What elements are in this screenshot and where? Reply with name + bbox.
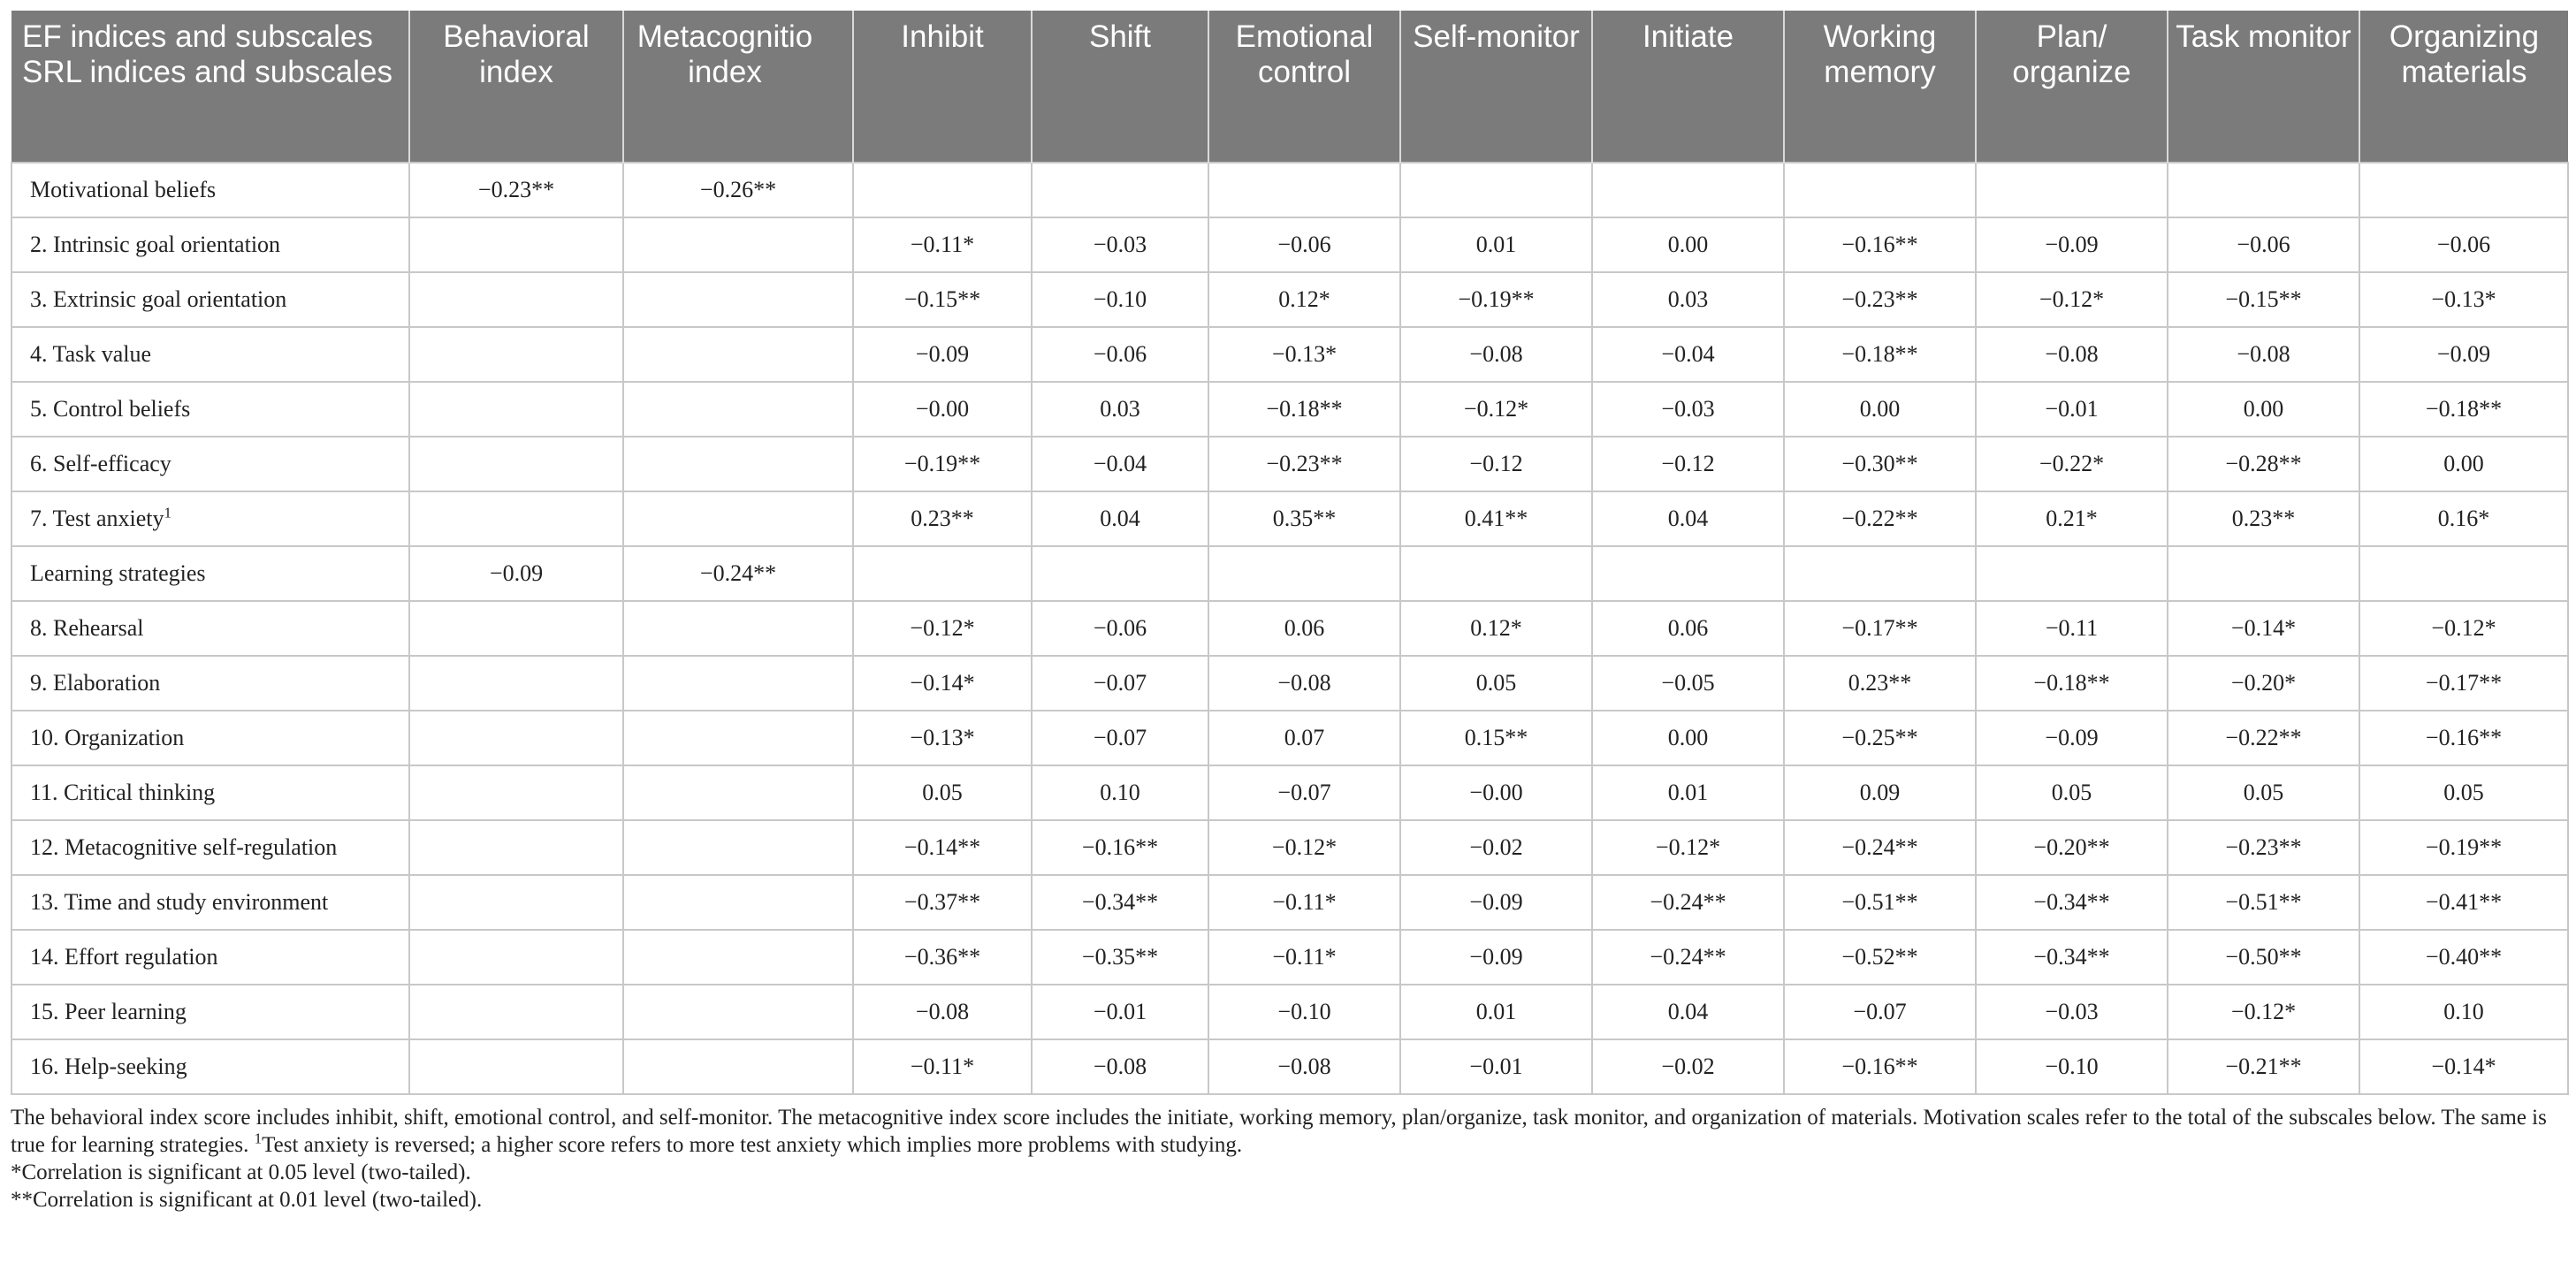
table-notes [11,1104,2567,1214]
row-label [11,875,409,930]
table-cell: −0.11* [1208,875,1400,930]
table-cell [623,437,853,491]
row-label [11,437,409,491]
row-label [11,930,409,985]
table-cell: 0.16* [2359,491,2568,546]
table-cell: 0.03 [1592,272,1784,327]
table-cell: 0.05 [2359,765,2568,820]
table-cell: −0.03 [1592,382,1784,437]
table-cell [623,765,853,820]
table-cell: −0.08 [2168,327,2359,382]
table-row [11,711,2568,765]
table-cell [409,985,623,1039]
table-cell: −0.12* [853,601,1032,656]
table-cell [623,601,853,656]
table-cell: −0.24** [1784,820,1976,875]
table-cell [409,272,623,327]
table-cell: −0.08 [853,985,1032,1039]
row-label-text: 9. Elaboration [30,670,161,696]
table-cell: 0.12* [1208,272,1400,327]
table-cell: −0.37** [853,875,1032,930]
table-cell [623,1039,853,1094]
column-header: Self-monitor [1400,11,1592,163]
table-cell: −0.09 [1976,217,2168,272]
table-cell: −0.07 [1784,985,1976,1039]
correlation-table [11,11,2569,1095]
table-cell: −0.06 [1208,217,1400,272]
table-cell: −0.35** [1032,930,1208,985]
table-cell: 0.10 [1032,765,1208,820]
table-cell: −0.14* [2359,1039,2568,1094]
column-header [623,11,853,163]
table-cell [1208,546,1400,601]
table-row [11,985,2568,1039]
row-label-text: 15. Peer learning [30,999,187,1024]
table-cell: −0.26** [623,163,853,217]
column-header: Shift [1032,11,1208,163]
row-label [11,711,409,765]
table-cell: 0.01 [1400,985,1592,1039]
table-cell [623,711,853,765]
table-cell [409,382,623,437]
table-row [11,437,2568,491]
row-label [11,1039,409,1094]
table-cell: −0.09 [1400,875,1592,930]
table-cell: −0.14* [2168,601,2359,656]
table-cell [409,711,623,765]
table-cell: −0.09 [409,546,623,601]
table-cell: −0.21** [2168,1039,2359,1094]
table-cell [623,327,853,382]
table-cell: −0.18** [2359,382,2568,437]
table-cell [2359,163,2568,217]
table-body [11,163,2568,1094]
table-cell: −0.03 [1032,217,1208,272]
table-cell [1208,163,1400,217]
row-label-text: 11. Critical thinking [30,780,216,805]
table-cell [409,765,623,820]
row-label-text: 2. Intrinsic goal orientation [30,232,281,257]
row-label-text: 14. Effort regulation [30,944,218,970]
table-cell [623,820,853,875]
table-cell: −0.11* [853,1039,1032,1094]
table-cell [1032,163,1208,217]
table-cell: −0.12* [2168,985,2359,1039]
table-cell: −0.09 [853,327,1032,382]
row-label-text: 5. Control beliefs [30,396,191,422]
row-label [11,656,409,711]
table-row [11,656,2568,711]
table-cell: −0.30** [1784,437,1976,491]
table-cell [1592,163,1784,217]
table-cell [2359,546,2568,601]
table-cell: −0.20** [1976,820,2168,875]
table-cell: −0.20* [2168,656,2359,711]
table-cell [409,1039,623,1094]
table-cell: −0.06 [2359,217,2568,272]
table-cell: −0.09 [1400,930,1592,985]
table-row [11,765,2568,820]
table-cell: −0.41** [2359,875,2568,930]
table-cell [409,437,623,491]
row-label [11,217,409,272]
row-label [11,546,409,601]
table-cell: 0.00 [2168,382,2359,437]
row-label-text: 10. Organization [30,725,185,750]
table-cell [623,656,853,711]
table-cell: 0.01 [1592,765,1784,820]
table-cell [409,875,623,930]
column-header: Inhibit [853,11,1032,163]
table-cell [623,875,853,930]
table-cell: −0.04 [1032,437,1208,491]
table-cell: −0.08 [1208,1039,1400,1094]
table-cell: −0.25** [1784,711,1976,765]
table-cell: −0.52** [1784,930,1976,985]
table-cell [623,491,853,546]
table-row [11,546,2568,601]
table-cell [623,985,853,1039]
table-cell: 0.03 [1032,382,1208,437]
table-cell: −0.05 [1592,656,1784,711]
table-cell: −0.18** [1784,327,1976,382]
table-cell [623,272,853,327]
table-cell: 0.09 [1784,765,1976,820]
table-row [11,930,2568,985]
table-cell: 0.15** [1400,711,1592,765]
table-cell: 0.23** [2168,491,2359,546]
table-cell [1032,546,1208,601]
table-cell [409,601,623,656]
table-cell: −0.23** [409,163,623,217]
table-cell: −0.22* [1976,437,2168,491]
table-cell: −0.13* [853,711,1032,765]
table-cell: −0.11* [853,217,1032,272]
table-cell: −0.24** [1592,930,1784,985]
table-cell: 0.05 [2168,765,2359,820]
table-cell: 0.12* [1400,601,1592,656]
table-cell: −0.10 [1032,272,1208,327]
table-cell: 0.05 [1400,656,1592,711]
row-label-text: 12. Metacognitive self-regulation [30,834,338,860]
row-label [11,601,409,656]
table-cell: −0.06 [1032,601,1208,656]
significance-note-05: *Correlation is significant at 0.05 level (two-tailed). [11,1160,471,1184]
table-cell: −0.51** [1784,875,1976,930]
table-cell: −0.00 [853,382,1032,437]
row-label [11,327,409,382]
table-cell [1592,546,1784,601]
table-cell: −0.34** [1032,875,1208,930]
table-cell: −0.06 [2168,217,2359,272]
table-row [11,491,2568,546]
table-cell [409,217,623,272]
table-cell: −0.13* [2359,272,2568,327]
table-cell [2168,546,2359,601]
row-label [11,382,409,437]
table-cell: −0.12* [1400,382,1592,437]
table-cell: 0.00 [1784,382,1976,437]
table-cell: −0.40** [2359,930,2568,985]
table-cell: −0.17** [2359,656,2568,711]
column-header: Organizing materials [2359,11,2568,163]
row-label-text: Motivational beliefs [30,177,217,202]
table-cell: −0.01 [1032,985,1208,1039]
table-cell: −0.24** [623,546,853,601]
row-label [11,820,409,875]
table-cell: −0.23** [1784,272,1976,327]
table-cell [1976,163,2168,217]
table-cell: 0.21* [1976,491,2168,546]
row-label-footnote-mark: 1 [164,504,172,521]
table-cell [1400,163,1592,217]
table-cell: −0.13* [1208,327,1400,382]
header-row [11,11,2568,163]
table-cell: −0.50** [2168,930,2359,985]
table-cell: −0.01 [1400,1039,1592,1094]
table-cell: 0.23** [1784,656,1976,711]
table-cell: −0.12* [1208,820,1400,875]
table-cell: −0.22** [2168,711,2359,765]
table-cell: −0.14* [853,656,1032,711]
table-cell [409,930,623,985]
row-label [11,491,409,546]
table-cell: −0.18** [1976,656,2168,711]
table-cell: −0.03 [1976,985,2168,1039]
column-header: Initiate [1592,11,1784,163]
table-cell: 0.06 [1592,601,1784,656]
table-cell: 0.06 [1208,601,1400,656]
table-cell: 0.00 [1592,711,1784,765]
table-cell: 0.07 [1208,711,1400,765]
table-cell: 0.01 [1400,217,1592,272]
table-cell: −0.12* [1592,820,1784,875]
table-cell [409,656,623,711]
row-label [11,985,409,1039]
table-row [11,875,2568,930]
table-cell: −0.04 [1592,327,1784,382]
significance-note-01: **Correlation is significant at 0.01 level (two-tailed). [11,1188,483,1212]
row-label [11,272,409,327]
column-header: Task monitor [2168,11,2359,163]
table-cell: −0.19** [853,437,1032,491]
table-cell: −0.22** [1784,491,1976,546]
table-cell: 0.05 [1976,765,2168,820]
table-cell: 0.10 [2359,985,2568,1039]
table-cell: −0.12 [1592,437,1784,491]
column-header-line-1: Metacognitio index [636,19,813,89]
table-cell: 0.04 [1592,985,1784,1039]
table-row [11,327,2568,382]
table-cell: −0.11* [1208,930,1400,985]
table-cell: −0.19** [1400,272,1592,327]
row-label-text: 6. Self-efficacy [30,451,171,476]
table-cell: −0.10 [1976,1039,2168,1094]
table-row [11,1039,2568,1094]
table-cell [1400,546,1592,601]
row-label [11,163,409,217]
table-cell: −0.10 [1208,985,1400,1039]
column-header: Emotional control [1208,11,1400,163]
table-cell [1976,546,2168,601]
table-cell [853,546,1032,601]
table-cell: 0.05 [853,765,1032,820]
column-header: Plan/ organize [1976,11,2168,163]
column-header: EF indices and subscales SRL indices and subscales [11,11,409,163]
table-cell: −0.28** [2168,437,2359,491]
table-cell [1784,163,1976,217]
table-cell: −0.08 [1208,656,1400,711]
table-cell: −0.36** [853,930,1032,985]
table-cell: 0.41** [1400,491,1592,546]
table-cell: 0.00 [2359,437,2568,491]
table-row [11,820,2568,875]
table-cell: −0.02 [1592,1039,1784,1094]
table-cell: −0.15** [2168,272,2359,327]
row-label-text: 16. Help-seeking [30,1054,187,1079]
table-cell: −0.00 [1400,765,1592,820]
note-paragraph [11,1104,2567,1159]
table-cell [623,930,853,985]
table-cell: −0.08 [1032,1039,1208,1094]
table-cell: −0.16** [1032,820,1208,875]
table-cell: −0.07 [1032,711,1208,765]
table-row [11,382,2568,437]
table-cell: −0.23** [1208,437,1400,491]
column-header: Working memory [1784,11,1976,163]
table-cell: −0.09 [1976,711,2168,765]
table-cell [409,327,623,382]
row-label-text: 13. Time and study environment [30,889,329,915]
table-cell [409,820,623,875]
note-main-text: The behavioral index score includes inhibit, shift, emotional control, and self-monitor. The metacognitive index score includes the initiate, working memory, plan/organize, task monitor, and organization of materials. Motivation scales refer to the total of the subscales below. The same is true for learning strategies. [11,1106,2547,1157]
footnote-text: Test anxiety is reversed; a higher score refers to more test anxiety which implies more problems with studying. [262,1133,1243,1157]
table-cell: −0.07 [1032,656,1208,711]
table-row [11,272,2568,327]
table-cell: −0.34** [1976,875,2168,930]
table-cell: −0.19** [2359,820,2568,875]
table-cell: 0.23** [853,491,1032,546]
table-cell [2168,163,2359,217]
table-figure [11,11,2567,1214]
table-cell: −0.08 [1400,327,1592,382]
table-cell: −0.12 [1400,437,1592,491]
table-cell: −0.02 [1400,820,1592,875]
table-cell [409,491,623,546]
table-cell: −0.34** [1976,930,2168,985]
table-row [11,601,2568,656]
table-cell: −0.08 [1976,327,2168,382]
table-cell: −0.16** [2359,711,2568,765]
table-cell: −0.17** [1784,601,1976,656]
table-cell: −0.51** [2168,875,2359,930]
table-cell: −0.16** [1784,1039,1976,1094]
row-label-text: 4. Task value [30,341,152,367]
table-cell: 0.04 [1032,491,1208,546]
table-cell: −0.24** [1592,875,1784,930]
table-cell: −0.07 [1208,765,1400,820]
table-cell [853,163,1032,217]
row-label-text: 3. Extrinsic goal orientation [30,286,287,312]
footnote-mark: 1 [254,1130,263,1147]
row-label-text: Learning strategies [30,560,206,586]
table-cell: −0.12* [1976,272,2168,327]
table-cell: −0.12* [2359,601,2568,656]
table-cell: −0.18** [1208,382,1400,437]
table-cell: 0.04 [1592,491,1784,546]
row-label [11,765,409,820]
row-label-text: 8. Rehearsal [30,615,144,641]
table-cell: −0.09 [2359,327,2568,382]
table-cell: 0.00 [1592,217,1784,272]
column-header: Behavioral index [409,11,623,163]
table-cell: −0.11 [1976,601,2168,656]
table-cell: 0.35** [1208,491,1400,546]
table-cell: −0.16** [1784,217,1976,272]
table-cell: −0.01 [1976,382,2168,437]
table-row [11,217,2568,272]
row-label-text: 7. Test anxiety [30,506,164,531]
table-cell: −0.23** [2168,820,2359,875]
table-row [11,163,2568,217]
table-cell: −0.06 [1032,327,1208,382]
table-cell [623,382,853,437]
table-cell [623,217,853,272]
table-cell: −0.15** [853,272,1032,327]
table-cell: −0.14** [853,820,1032,875]
table-cell [1784,546,1976,601]
